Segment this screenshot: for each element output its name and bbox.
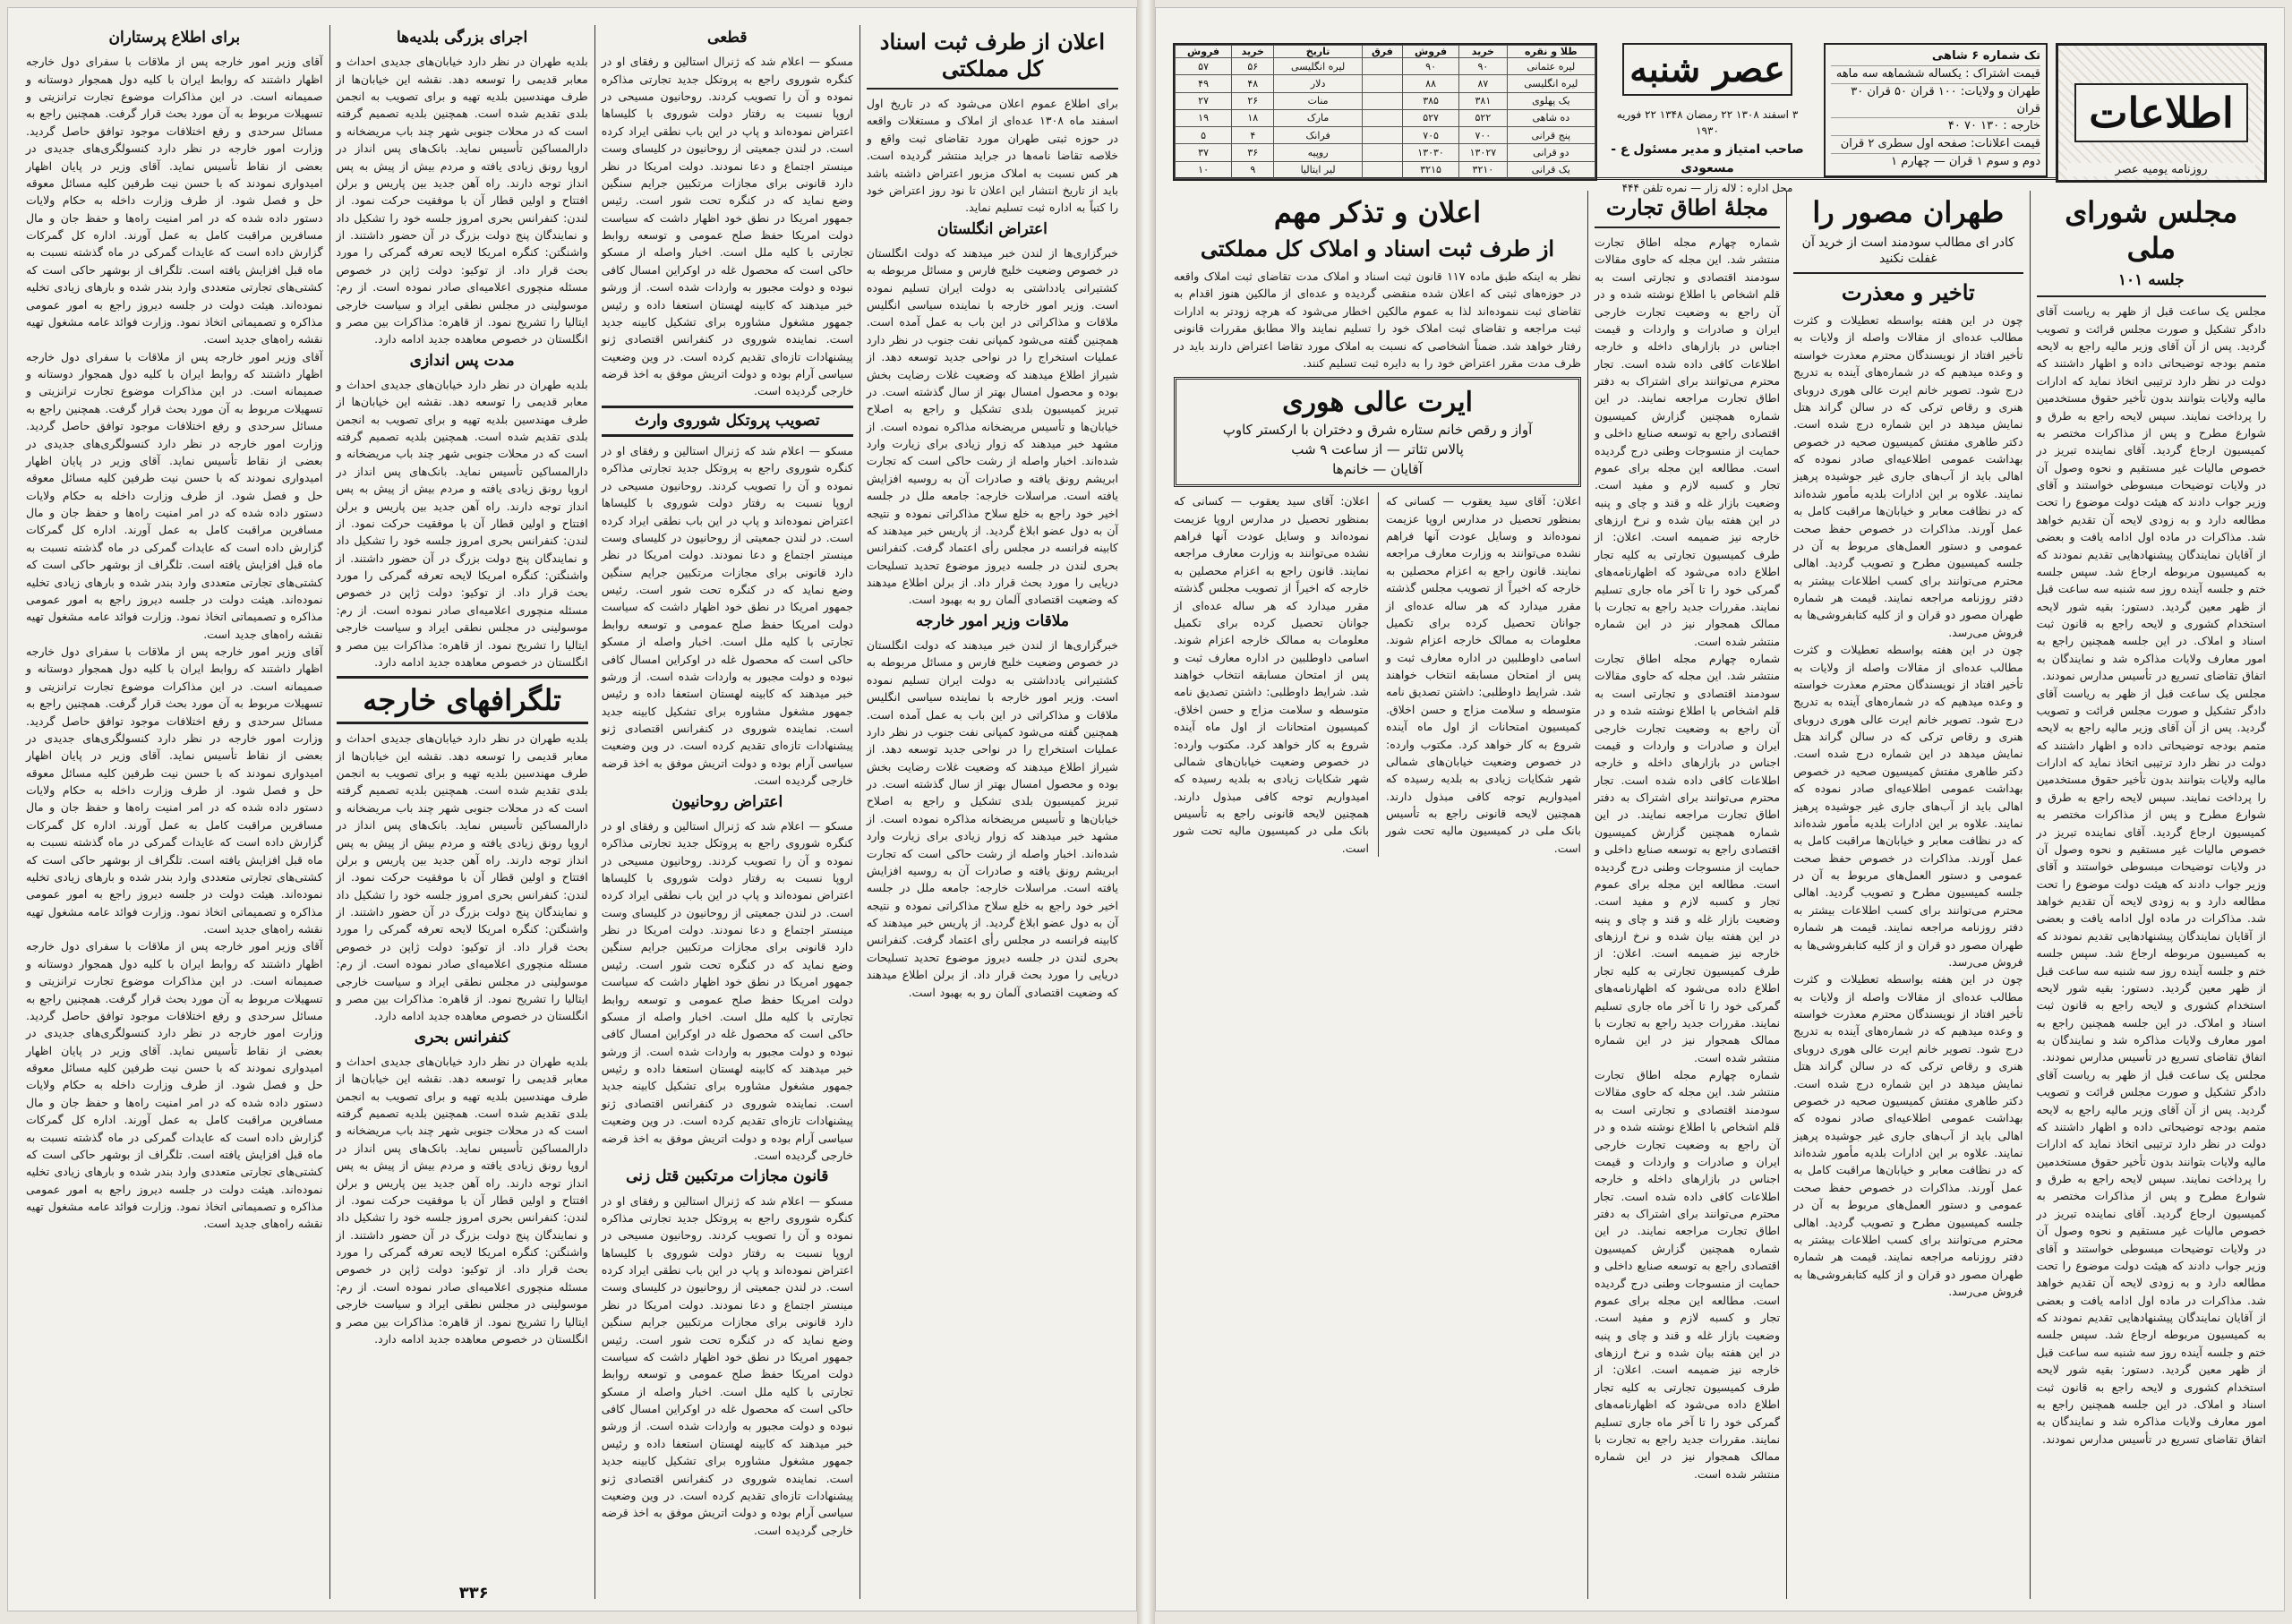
table-cell: فرانک <box>1274 127 1362 144</box>
front-columns <box>1167 191 2272 1599</box>
article-body: مسکو — اعلام شد که ژنرال استالین و رفقای او در کنگره شوروی راجع به پروتکل جدید تجارتی مذاکره نموده و آن را تصویب کردند. روحانیون مسیحی در اروپا نسبت به رفتار دولت شوروی با کلیساها اعتراض نموده‌اند و پاپ در این باب نطقی ایراد کرده است. در لندن جمعیتی از روحانیون در کلیسای وست مینستر اجتماع و دعا نمودند. دولت امریکا در نظر دارد قانونی برای مجازات مرتکبین جرایم سنگین وضع نماید که در کنگره تحت شور است. رئیس جمهور امریکا در نطق خود اظهار داشت که سیاست دولت امریکا حفظ صلح عمومی و توسعه روابط تجارتی با کلیه ملل است. اخبار واصله از مسکو حاکی است که محصول غله در اوکراین امسال کافی نبوده و دولت مجبور به واردات شده است. از ورشو خبر میدهند که کابینه لهستان استعفا داده و رئیس جمهور مشغول مشاوره برای تشکیل کابینه جدید است. نماینده شوروی در کنفرانس اقتصادی ژنو پیشنهادات تازه‌ای تقدیم کرده است. در وین وضعیت سیاسی آرام بوده و دولت اتریش موفق به اخذ قرضه خارجی گردیده است. <box>601 444 853 788</box>
table-cell: ۹۰ <box>1459 58 1508 75</box>
table-cell: دو قرانی <box>1507 144 1595 161</box>
notice-body: نظر به اینکه طبق ماده ۱۱۷ قانون ثبت اسناد و املاک مدت تقاضای ثبت املاک واقعه در حوزه‌های ثبتی که اعلان شده منقضی گردیده و عده‌ای از مالکین هنوز اقدام به تقاضای ثبت ننموده‌اند لذا به عموم مالکین اخطار می‌شود که هرچه زودتر به ادارات ثبت مراجعه و تقاضای ثبت املاک خود را تسلیم نمایند والا مطابق مقررات قانونی رفتار خواهد شد. ضمناً اشخاصی که نسبت به املاک مورد تقاضا اعتراض دارند باید در ظرف مدت مقرر اعتراض خود را به دایره ثبت تسلیم کنند. <box>1174 269 1581 370</box>
article-body-repeat: چون در این هفته بواسطه تعطیلات و کثرت مطالب عده‌ای از مقالات واصله از ولایات به تأخیر افتاد از نویسندگان محترم معذرت خواسته و وعده میدهیم که در شماره‌های آینده به تدریج درج شود. تصویر خانم ایرت عالی هوری دروبای هنری و رقاص ترکی که در سالن گراند هتل نمایش میدهد در این شماره درج شده است. دکتر طاهری مفتش کمیسیون صحیه در خصوص بهداشت عمومی اطلاعیه‌ای صادر نموده که اهالی باید از آب‌های جاری غیر جوشیده پرهیز نمایند. علاوه بر این ادارات بلدیه مأمور شده‌اند که در نظافت معابر و خیابان‌ها مراقبت کامل به عمل آورند. مذاکرات در خصوص حفظ صحت عمومی و دستور العمل‌های مربوط به آن در جلسه کمیسیون مطرح و تصویب گردید. اهالی محترم می‌توانند برای کسب اطلاعات بیشتر به دفتر روزنامه مراجعه نمایند. قیمت هر شماره طهران مصور دو قران و از کلیه کتابفروشی‌ها به فروش می‌رسد. <box>1793 972 2023 1298</box>
page-number: ۳۳۶ <box>458 1584 489 1603</box>
table-cell: ۱۹ <box>1176 109 1232 126</box>
table-cell: ۴ <box>1232 127 1274 144</box>
table-cell: پنج قرانی <box>1507 127 1595 144</box>
ad-title: ایرت عالی هوری <box>1282 387 1473 419</box>
article-body: اعلان: آقای سید یعقوب — کسانی که بمنظور تحصیل در مدارس اروپا عزیمت نموده‌اند و وسایل عودت آنها فراهم نشده می‌توانند به وزارت معارف مراجعه نمایند. قانون راجع به اعزام محصلین به خارجه که اخیراً از تصویب مجلس گذشته مقرر میدارد که هر ساله عده‌ای از جوانان تحصیل کرده برای تکمیل معلومات به ممالک خارجه اعزام شوند. اسامی داوطلبین در اداره معارف ثبت و پس از امتحان مسابقه انتخاب خواهند شد. شرایط داوطلبی: داشتن تصدیق نامه متوسطه و سلامت مزاج و حسن اخلاق. کمیسیون امتحانات از اول ماه آینده شروع به کار خواهد کرد. مکتوب وارده: در خصوص وضعیت خیابان‌های شمالی شهر شکایات زیادی به بلدیه رسیده که امیدواریم توجه کافی مبذول دارند. همچنین لایحه قانونی راجع به تأسیس بانک ملی در کمیسیون مالیه تحت شور است. <box>1174 494 1369 855</box>
column-chamber-commerce <box>1587 191 1786 1599</box>
table-cell <box>1362 109 1402 126</box>
table-cell <box>1362 92 1402 109</box>
article-body-repeat: شماره چهارم مجله اطاق تجارت منتشر شد. این مجله که حاوی مقالات سودمند اقتصادی و تجارتی است به قلم اشخاص با اطلاع نوشته شده و در آن راجع به وضعیت تجارت خارجی ایران و صادرات و واردات و قیمت اجناس در بازارهای داخله و خارجه اطلاعات کافی داده شده است. تجار محترم می‌توانند برای اشتراک به دفتر اطاق تجارت مراجعه نمایند. در این شماره همچنین گزارش کمیسیون اقتصادی راجع به توسعه صنایع داخلی و حمایت از منسوجات وطنی درج گردیده است. مطالعه این مجله برای عموم تجار و کسبه لازم و مفید است. وضعیت بازار غله و قند و چای و پنبه در این هفته بیان شده و نرخ ارزهای خارجه نیز ضمیمه است. اعلان: از طرف کمیسیون تجارتی به کلیه تجار اطلاع داده می‌شود که اظهارنامه‌های گمرکی خود را تا آخر ماه جاری تسلیم نمایند. مقررات جدید راجع به تجارت با ممالک همجوار نیز در این شماره منتشر شده است. <box>1594 1068 1781 1481</box>
article-body: خبرگزاری‌ها از لندن خبر میدهند که دولت انگلستان در خصوص وضعیت خلیج فارس و مسائل مربوطه به کشتیرانی یادداشتی به دولت ایران تسلیم نموده است. وزیر امور خارجه با نماینده سیاسی انگلیس ملاقات و مذاکراتی در این باب به عمل آمده است. همچنین گفته می‌شود کمپانی نفت جنوب در نظر دارد عملیات استخراج را در نواحی جدید توسعه دهد. از شیراز اطلاع میدهند که وضعیت غلات رضایت بخش بوده و محصول امسال بهتر از سال گذشته است. در تبریز کمیسیون بلدی تشکیل و راجع به اصلاح خیابان‌ها و تأسیس مریضخانه مذاکره نموده است. از مشهد خبر میدهند که زوار زیادی برای زیارت وارد شده‌اند. اخبار واصله از رشت حاکی است که تجارت ابریشم رونق یافته و صادرات آن به روسیه افزایش یافته است. مراسلات خارجه: جامعه ملل در جلسه اخیر خود راجع به خلع سلاح مذاکراتی نموده و نتیجه آن به دول عضو ابلاغ گردید. از پاریس خبر میدهند که کابینه فرانسه در مجلس رأی اعتماد گرفت. کنفرانس بحری لندن در جلسه دیروز موضوع تحدید تسلیحات دریایی را مورد بحث قرار داد. از برلن اطلاع میدهند که وضعیت اقتصادی آلمان رو به بهبود است. <box>866 638 1118 999</box>
table-cell <box>1362 127 1402 144</box>
info-line: دوم و سوم ۱ قران — چهارم ۱ <box>1891 155 2040 169</box>
table-row <box>1176 109 1595 126</box>
table-cell: ۵۲۷ <box>1403 109 1459 126</box>
column-tehran-mosavar <box>1786 191 2029 1599</box>
article-body: آقای وزیر امور خارجه پس از ملاقات با سفرای دول خارجه اظهار داشتند که روابط ایران با کلیه دول همجوار دوستانه و صمیمانه است. در این مذاکرات موضوع تجارت ترانزیتی و تسهیلات مربوط به آن مورد بحث قرار گرفت. همچنین راجع به مسائل سرحدی و رفع اختلافات موجود توافق حاصل گردید. وزارت امور خارجه در نظر دارد کنسولگری‌های جدیدی در بعضی از نقاط تأسیس نماید. آقای وزیر در پایان اظهار امیدواری نمودند که با حسن نیت طرفین کلیه مسائل معوقه حل و فصل شود. از طرف وزارت داخله به حکام ولایات دستور داده شده که در امر امنیت راه‌ها و حفظ جان و مال مسافرین مراقبت کامل به عمل آورند. اداره کل گمرکات گزارش داده است که عایدات گمرکی در ماه گذشته نسبت به ماه قبل افزایش یافته است. تلگراف از بوشهر حاکی است که کشتی‌های تجارتی متعددی وارد بندر شده و بارهای زیادی تخلیه نموده‌اند. هیئت دولت در جلسه دیروز راجع به امور عمومی مذاکره و تصمیماتی اتخاذ نمود. وزارت فوائد عامه مشغول تهیه نقشه راه‌های جدید است. <box>26 349 323 641</box>
headline-registration-notice: اعلان از طرف ثبت اسناد کل مملکتی <box>879 29 1106 81</box>
table-row <box>1176 75 1595 92</box>
table-cell: یک قرانی <box>1507 161 1595 178</box>
table-cell <box>1362 161 1402 178</box>
column-telegrams <box>329 25 594 1599</box>
article-body: اعلان: آقای سید یعقوب — کسانی که بمنظور تحصیل در مدارس اروپا عزیمت نموده‌اند و وسایل عودت آنها فراهم نشده می‌توانند به وزارت معارف مراجعه نمایند. قانون راجع به اعزام محصلین به خارجه که اخیراً از تصویب مجلس گذشته مقرر میدارد که هر ساله عده‌ای از جوانان تحصیل کرده برای تکمیل معلومات به ممالک خارجه اعزام شوند. اسامی داوطلبین در اداره معارف ثبت و پس از امتحان مسابقه انتخاب خواهند شد. شرایط داوطلبی: داشتن تصدیق نامه متوسطه و سلامت مزاج و حسن اخلاق. کمیسیون امتحانات از اول ماه آینده شروع به کار خواهد کرد. مکتوب وارده: در خصوص وضعیت خیابان‌های شمالی شهر شکایات زیادی به بلدیه رسیده که امیدواریم توجه کافی مبذول دارند. همچنین لایحه قانونی راجع به تأسیس بانک ملی در کمیسیون مالیه تحت شور است. <box>1378 492 1581 857</box>
subheadline: مدت پس اندازی <box>409 351 515 370</box>
info-line: قیمت اشتراک : یکساله ششماهه سه ماهه <box>1831 66 2040 84</box>
table-row <box>1176 161 1595 178</box>
table-row <box>1176 92 1595 109</box>
headline-tehran-mosavar: طهران مصور را <box>1812 195 2005 229</box>
article-body: چون در این هفته بواسطه تعطیلات و کثرت مطالب عده‌ای از مقالات واصله از ولایات به تأخیر افتاد از نویسندگان محترم معذرت خواسته و وعده میدهیم که در شماره‌های آینده به تدریج درج شود. تصویر خانم ایرت عالی هوری دروبای هنری و رقاص ترکی که در سالن گراند هتل نمایش میدهد در این شماره درج شده است. دکتر طاهری مفتش کمیسیون صحیه در خصوص بهداشت عمومی اطلاعیه‌ای صادر نموده که اهالی باید از آب‌های جاری غیر جوشیده پرهیز نمایند. علاوه بر این ادارات بلدیه مأمور شده‌اند که در نظافت معابر و خیابان‌ها مراقبت کامل به عمل آورند. مذاکرات در خصوص حفظ صحت عمومی و دستور العمل‌های مربوط به آن در جلسه کمیسیون مطرح و تصویب گردید. اهالی محترم می‌توانند برای کسب اطلاعات بیشتر به دفتر روزنامه مراجعه نمایند. قیمت هر شماره طهران مصور دو قران و از کلیه کتابفروشی‌ها به فروش می‌رسد. <box>1793 313 2023 639</box>
column-foreign-news <box>594 25 860 1599</box>
table-cell: ۱۸ <box>1232 109 1274 126</box>
article-body-repeat: مجلس یک ساعت قبل از ظهر به ریاست آقای دادگر تشکیل و صورت مجلس قرائت و تصویب گردید. پس از آن آقای وزیر مالیه راجع به لایحه متمم بودجه توضیحاتی داده و اظهار داشتند که دولت در نظر دارد ترتیبی اتخاذ نماید که ادارات مالیه ولایات بتوانند بدون تأخیر حقوق مستخدمین را پرداخت نمایند. سپس لایحه راجع به طرق و شوارع مطرح و پس از مذاکرات مختصر به کمیسیون ارجاع گردید. آقای نماینده تبریز در خصوص مالیات غیر مستقیم و نحوه وصول آن در ولایات توضیحات مبسوطی خواستند و آقای وزیر جواب دادند که هیئت دولت موضوع را تحت مطالعه دارد و به زودی لایحه آن تقدیم خواهد شد. مذاکرات در ماده اول ادامه یافت و بعضی از آقایان نمایندگان پیشنهادهایی تقدیم نمودند که به کمیسیون مربوطه ارجاع شد. سپس جلسه ختم و جلسه آینده روز سه شنبه سه ساعت قبل از ظهر معین گردید. دستور: بقیه شور لایحه استخدام کشوری و لایحه راجع به قانون ثبت اسناد و املاک. در این جلسه همچنین راجع به امور معارف ولایات مذاکره شد و نمایندگان به اتفاق تقاضای تسریع در تأسیس مدارس نمودند. <box>2036 1067 2266 1446</box>
table-cell: لیر ایتالیا <box>1274 161 1362 178</box>
table-cell: ۷۰۰ <box>1459 127 1508 144</box>
table-row <box>1176 144 1595 161</box>
inner-page <box>7 7 1137 1611</box>
logo-subtitle: روزنامه یومیه عصر <box>2067 163 2255 176</box>
subheadline: اعتراض روحانیون <box>671 792 783 811</box>
table-header: خرید <box>1459 46 1508 58</box>
table-row <box>1176 127 1595 144</box>
table-cell: ۹۰ <box>1403 58 1459 75</box>
table-cell: لیره انگلیسی <box>1274 58 1362 75</box>
publisher: صاحب امتیاز و مدیر مسئول ع - مسعودی <box>1611 142 1804 175</box>
subheadline: کنفرانس بحری <box>414 1028 510 1047</box>
article-body: مسکو — اعلام شد که ژنرال استالین و رفقای او در کنگره شوروی راجع به پروتکل جدید تجارتی مذاکره نموده و آن را تصویب کردند. روحانیون مسیحی در اروپا نسبت به رفتار دولت شوروی با کلیساها اعتراض نموده‌اند و پاپ در این باب نطقی ایراد کرده است. در لندن جمعیتی از روحانیون در کلیسای وست مینستر اجتماع و دعا نمودند. دولت امریکا در نظر دارد قانونی برای مجازات مرتکبین جرایم سنگین وضع نماید که در کنگره تحت شور است. رئیس جمهور امریکا در نطق خود اظهار داشت که سیاست دولت امریکا حفظ صلح عمومی و توسعه روابط تجارتی با کلیه ملل است. اخبار واصله از مسکو حاکی است که محصول غله در اوکراین امسال کافی نبوده و دولت مجبور به واردات شده است. از ورشو خبر میدهند که کابینه لهستان استعفا داده و رئیس جمهور مشغول مشاوره برای تشکیل کابینه جدید است. نماینده شوروی در کنفرانس اقتصادی ژنو پیشنهادات تازه‌ای تقدیم کرده است. در وین وضعیت سیاسی آرام بوده و دولت اتریش موفق به اخذ قرضه خارجی گردیده است. <box>601 1193 853 1537</box>
ad-tagline: کادر ای مطالب سودمند است از خرید آن غفلت نکنید <box>1801 235 2014 266</box>
article-body: بلدیه طهران در نظر دارد خیابان‌های جدیدی احداث و معابر قدیمی را توسعه دهد. نقشه این خیابان‌ها از طرف مهندسین بلدیه تهیه و برای تصویب به انجمن بلدی تقدیم شده است. همچنین بلدیه تصمیم گرفته است که در محلات جنوبی شهر چند باب مریضخانه و دارالمساکین تأسیس نماید. بانک‌های پس انداز در اروپا رونق زیادی یافته و مردم بیش از پیش به پس انداز توجه دارند. راه آهن جدید بین پاریس و برلن افتتاح و اولین قطار آن با موفقیت حرکت نمود. از لندن: کنفرانس بحری امروز جلسه خود را تشکیل داد و نمایندگان پنج دولت بزرگ در آن حضور داشتند. از واشنگتن: کنگره امریکا لایحه تعرفه گمرکی را مورد بحث قرار داد. از توکیو: دولت ژاپن در خصوص مسئله منچوری اعلامیه‌ای صادر نموده است. از رم: موسولینی در مجلس نطقی ایراد و سیاست خارجی ایتالیا را تشریح نمود. از قاهره: مذاکرات بین مصر و انگلستان در خصوص معاهده جدید ادامه دارد. <box>336 377 588 669</box>
article-body: آقای وزیر امور خارجه پس از ملاقات با سفرای دول خارجه اظهار داشتند که روابط ایران با کلیه دول همجوار دوستانه و صمیمانه است. در این مذاکرات موضوع تجارت ترانزیتی و تسهیلات مربوط به آن مورد بحث قرار گرفت. همچنین راجع به مسائل سرحدی و رفع اختلافات موجود توافق حاصل گردید. وزارت امور خارجه در نظر دارد کنسولگری‌های جدیدی در بعضی از نقاط تأسیس نماید. آقای وزیر در پایان اظهار امیدواری نمودند که با حسن نیت طرفین کلیه مسائل معوقه حل و فصل شود. از طرف وزارت داخله به حکام ولایات دستور داده شده که در امر امنیت راه‌ها و حفظ جان و مال مسافرین مراقبت کامل به عمل آورند. اداره کل گمرکات گزارش داده است که عایدات گمرکی در ماه گذشته نسبت به ماه قبل افزایش یافته است. تلگراف از بوشهر حاکی است که کشتی‌های تجارتی متعددی وارد بندر شده و بارهای زیادی تخلیه نموده‌اند. هیئت دولت در جلسه دیروز راجع به امور عمومی مذاکره و تصمیماتی اتخاذ نمود. وزارت فوائد عامه مشغول تهیه نقشه راه‌های جدید است. <box>26 645 323 936</box>
table-header: فروش <box>1403 46 1459 58</box>
article-body: بلدیه طهران در نظر دارد خیابان‌های جدیدی احداث و معابر قدیمی را توسعه دهد. نقشه این خیابان‌ها از طرف مهندسین بلدیه تهیه و برای تصویب به انجمن بلدی تقدیم شده است. همچنین بلدیه تصمیم گرفته است که در محلات جنوبی شهر چند باب مریضخانه و دارالمساکین تأسیس نماید. بانک‌های پس انداز در اروپا رونق زیادی یافته و مردم بیش از پیش به پس انداز توجه دارند. راه آهن جدید بین پاریس و برلن افتتاح و اولین قطار آن با موفقیت حرکت نمود. از لندن: کنفرانس بحری امروز جلسه خود را تشکیل داد و نمایندگان پنج دولت بزرگ در آن حضور داشتند. از واشنگتن: کنگره امریکا لایحه تعرفه گمرکی را مورد بحث قرار داد. از توکیو: دولت ژاپن در خصوص مسئله منچوری اعلامیه‌ای صادر نموده است. از رم: موسولینی در مجلس نطقی ایراد و سیاست خارجی ایتالیا را تشریح نمود. از قاهره: مذاکرات بین مصر و انگلستان در خصوص معاهده جدید ادامه دارد. <box>336 1054 588 1346</box>
issue-date: ۳ اسفند ۱۳۰۸ ۲۲ رمضان ۱۳۴۸ ۲۲ فوریه ۱۹۳۰ <box>1616 108 1799 137</box>
article-body: آقای وزیر امور خارجه پس از ملاقات با سفرای دول خارجه اظهار داشتند که روابط ایران با کلیه دول همجوار دوستانه و صمیمانه است. در این مذاکرات موضوع تجارت ترانزیتی و تسهیلات مربوط به آن مورد بحث قرار گرفت. همچنین راجع به مسائل سرحدی و رفع اختلافات موجود توافق حاصل گردید. وزارت امور خارجه در نظر دارد کنسولگری‌های جدیدی در بعضی از نقاط تأسیس نماید. آقای وزیر در پایان اظهار امیدواری نمودند که با حسن نیت طرفین کلیه مسائل معوقه حل و فصل شود. از طرف وزارت داخله به حکام ولایات دستور داده شده که در امر امنیت راه‌ها و حفظ جان و مال مسافرین مراقبت کامل به عمل آورند. اداره کل گمرکات گزارش داده است که عایدات گمرکی در ماه گذشته نسبت به ماه قبل افزایش یافته است. تلگراف از بوشهر حاکی است که کشتی‌های تجارتی متعددی وارد بندر شده و بارهای زیادی تخلیه نموده‌اند. هیئت دولت در جلسه دیروز راجع به امور عمومی مذاکره و تصمیماتی اتخاذ نمود. وزارت فوائد عامه مشغول تهیه نقشه راه‌های جدید است. <box>26 55 323 346</box>
table-header: خرید <box>1232 46 1274 58</box>
article-body-repeat: شماره چهارم مجله اطاق تجارت منتشر شد. این مجله که حاوی مقالات سودمند اقتصادی و تجارتی است به قلم اشخاص با اطلاع نوشته شده و در آن راجع به وضعیت تجارت خارجی ایران و صادرات و واردات و قیمت اجناس در بازارهای داخله و خارجه اطلاعات کافی داده شده است. تجار محترم می‌توانند برای اشتراک به دفتر اطاق تجارت مراجعه نمایند. در این شماره همچنین گزارش کمیسیون اقتصادی راجع به توسعه صنایع داخلی و حمایت از منسوجات وطنی درج گردیده است. مطالعه این مجله برای عموم تجار و کسبه لازم و مفید است. وضعیت بازار غله و قند و چای و پنبه در این هفته بیان شده و نرخ ارزهای خارجه نیز ضمیمه است. اعلان: از طرف کمیسیون تجارتی به کلیه تجار اطلاع داده می‌شود که اظهارنامه‌های گمرکی خود را تا آخر ماه جاری تسلیم نمایند. مقررات جدید راجع به تجارت با ممالک همجوار نیز در این شماره منتشر شده است. <box>1594 652 1781 1064</box>
table-cell: ۳۲۱۰ <box>1459 161 1508 178</box>
article-body: برای اطلاع عموم اعلان می‌شود که در تاریخ اول اسفند ماه ۱۳۰۸ عده‌ای از املاک و مستغلات واقعه در حوزه ثبتی طهران مورد تقاضای ثبت واقع و خلاصه تقاضا نامه‌ها در جراید منتشر گردیده است. هر کس نسبت به املاک مزبور اعتراض داشته باشد باید از تاریخ انتشار این اعلان تا نود روز اعتراض خود را کتباً به اداره ثبت تسلیم نماید. <box>866 97 1118 215</box>
headline-short: قطعی <box>707 29 748 47</box>
divider <box>1793 272 2023 274</box>
inner-columns <box>20 25 1125 1599</box>
table-cell <box>1362 144 1402 161</box>
table-cell: ۱۳۰۳۰ <box>1403 144 1459 161</box>
ad-audience: آقایان — خانم‌ها <box>1332 461 1423 478</box>
article-body: بلدیه طهران در نظر دارد خیابان‌های جدیدی احداث و معابر قدیمی را توسعه دهد. نقشه این خیابان‌ها از طرف مهندسین بلدیه تهیه و برای تصویب به انجمن بلدی تقدیم شده است. همچنین بلدیه تصمیم گرفته است که در محلات جنوبی شهر چند باب مریضخانه و دارالمساکین تأسیس نماید. بانک‌های پس انداز در اروپا رونق زیادی یافته و مردم بیش از پیش به پس انداز توجه دارند. راه آهن جدید بین پاریس و برلن افتتاح و اولین قطار آن با موفقیت حرکت نمود. از لندن: کنفرانس بحری امروز جلسه خود را تشکیل داد و نمایندگان پنج دولت بزرگ در آن حضور داشتند. از واشنگتن: کنگره امریکا لایحه تعرفه گمرکی را مورد بحث قرار داد. از توکیو: دولت ژاپن در خصوص مسئله منچوری اعلامیه‌ای صادر نموده است. از رم: موسولینی در مجلس نطقی ایراد و سیاست خارجی ایتالیا را تشریح نمود. از قاهره: مذاکرات بین مصر و انگلستان در خصوص معاهده جدید ادامه دارد. <box>336 731 588 1023</box>
table-header: فروش <box>1176 46 1232 58</box>
masthead <box>1173 43 2267 194</box>
table-cell: ۸۸ <box>1403 75 1459 92</box>
table-cell: ۵۷ <box>1176 58 1232 75</box>
page-gutter <box>1137 0 1155 1624</box>
article-body-repeat: مجلس یک ساعت قبل از ظهر به ریاست آقای دادگر تشکیل و صورت مجلس قرائت و تصویب گردید. پس از آن آقای وزیر مالیه راجع به لایحه متمم بودجه توضیحاتی داده و اظهار داشتند که دولت در نظر دارد ترتیبی اتخاذ نماید که ادارات مالیه ولایات بتوانند بدون تأخیر حقوق مستخدمین را پرداخت نمایند. سپس لایحه راجع به طرق و شوارع مطرح و پس از مذاکرات مختصر به کمیسیون ارجاع گردید. آقای نماینده تبریز در خصوص مالیات غیر مستقیم و نحوه وصول آن در ولایات توضیحات مبسوطی خواستند و آقای وزیر جواب دادند که هیئت دولت موضوع را تحت مطالعه دارد و به زودی لایحه آن تقدیم خواهد شد. مذاکرات در ماده اول ادامه یافت و بعضی از آقایان نمایندگان پیشنهادهایی تقدیم نمودند که به کمیسیون مربوطه ارجاع شد. سپس جلسه ختم و جلسه آینده روز سه شنبه سه ساعت قبل از ظهر معین گردید. دستور: بقیه شور لایحه استخدام کشوری و لایحه راجع به قانون ثبت اسناد و املاک. در این جلسه همچنین راجع به امور معارف ولایات مذاکره شد و نمایندگان به اتفاق تقاضای تسریع در تأسیس مدارس نمودند. <box>2036 686 2266 1064</box>
logo-title: اطلاعات <box>2074 83 2248 142</box>
notice-subcolumns <box>1174 492 1581 857</box>
table-cell: ۱۳۰۲۷ <box>1459 144 1508 161</box>
table-cell: ۳۷ <box>1176 144 1232 161</box>
table-cell: ۴۸ <box>1232 75 1274 92</box>
info-line: خارجه : ۱۳۰ ۷۰ ۴۰ <box>1831 118 2040 136</box>
headline-registration: از طرف ثبت اسناد و املاک کل مملکتی <box>1200 235 1555 261</box>
front-page <box>1155 7 2285 1611</box>
article-body: بلدیه طهران در نظر دارد خیابان‌های جدیدی احداث و معابر قدیمی را توسعه دهد. نقشه این خیابان‌ها از طرف مهندسین بلدیه تهیه و برای تصویب به انجمن بلدی تقدیم شده است. همچنین بلدیه تصمیم گرفته است که در محلات جنوبی شهر چند باب مریضخانه و دارالمساکین تأسیس نماید. بانک‌های پس انداز در اروپا رونق زیادی یافته و مردم بیش از پیش به پس انداز توجه دارند. راه آهن جدید بین پاریس و برلن افتتاح و اولین قطار آن با موفقیت حرکت نمود. از لندن: کنفرانس بحری امروز جلسه خود را تشکیل داد و نمایندگان پنج دولت بزرگ در آن حضور داشتند. از واشنگتن: کنگره امریکا لایحه تعرفه گمرکی را مورد بحث قرار داد. از توکیو: دولت ژاپن در خصوص مسئله منچوری اعلامیه‌ای صادر نموده است. از رم: موسولینی در مجلس نطقی ایراد و سیاست خارجی ایتالیا را تشریح نمود. از قاهره: مذاکرات بین مصر و انگلستان در خصوص معاهده جدید ادامه دارد. <box>336 55 588 346</box>
theater-ad <box>1174 377 1581 487</box>
ad-subtitle: آواز و رقص خانم ستاره شرق و دختران با ارکستر کاوپ <box>1222 422 1533 439</box>
office-address: محل اداره : لاله زار — نمره تلفن ۴۴۴ <box>1621 182 1793 194</box>
table-cell: ۷۰۵ <box>1403 127 1459 144</box>
table-header: فرق <box>1362 46 1402 58</box>
rates-table <box>1175 45 1595 179</box>
column-parliament <box>2030 191 2272 1599</box>
subheadline: ملاقات وزیر امور خارجه <box>915 611 1070 630</box>
table-cell: ۸۷ <box>1459 75 1508 92</box>
table-cell: منات <box>1274 92 1362 109</box>
article-body: مسکو — اعلام شد که ژنرال استالین و رفقای او در کنگره شوروی راجع به پروتکل جدید تجارتی مذاکره نموده و آن را تصویب کردند. روحانیون مسیحی در اروپا نسبت به رفتار دولت شوروی با کلیساها اعتراض نموده‌اند و پاپ در این باب نطقی ایراد کرده است. در لندن جمعیتی از روحانیون در کلیسای وست مینستر اجتماع و دعا نمودند. دولت امریکا در نظر دارد قانونی برای مجازات مرتکبین جرایم سنگین وضع نماید که در کنگره تحت شور است. رئیس جمهور امریکا در نطق خود اظهار داشت که سیاست دولت امریکا حفظ صلح عمومی و توسعه روابط تجارتی با کلیه ملل است. اخبار واصله از مسکو حاکی است که محصول غله در اوکراین امسال کافی نبوده و دولت مجبور به واردات شده است. از ورشو خبر میدهند که کابینه لهستان استعفا داده و رئیس جمهور مشغول مشاوره برای تشکیل کابینه جدید است. نماینده شوروی در کنفرانس اقتصادی ژنو پیشنهادات تازه‌ای تقدیم کرده است. در وین وضعیت سیاسی آرام بوده و دولت اتریش موفق به اخذ قرضه خارجی گردیده است. <box>601 55 853 398</box>
table-cell: ۵۶ <box>1232 58 1274 75</box>
table-cell: روپیه <box>1274 144 1362 161</box>
table-cell: لیره عثمانی <box>1507 58 1595 75</box>
newspaper-logo <box>2056 43 2267 183</box>
ad-venue: پالاس تئاتر — از ساعت ۹ شب <box>1291 441 1464 458</box>
article-body: آقای وزیر امور خارجه پس از ملاقات با سفرای دول خارجه اظهار داشتند که روابط ایران با کلیه دول همجوار دوستانه و صمیمانه است. در این مذاکرات موضوع تجارت ترانزیتی و تسهیلات مربوط به آن مورد بحث قرار گرفت. همچنین راجع به مسائل سرحدی و رفع اختلافات موجود توافق حاصل گردید. وزارت امور خارجه در نظر دارد کنسولگری‌های جدیدی در بعضی از نقاط تأسیس نماید. آقای وزیر در پایان اظهار امیدواری نمودند که با حسن نیت طرفین کلیه مسائل معوقه حل و فصل شود. از طرف وزارت داخله به حکام ولایات دستور داده شده که در امر امنیت راه‌ها و حفظ جان و مال مسافرین مراقبت کامل به عمل آورند. اداره کل گمرکات گزارش داده است که عایدات گمرکی در ماه گذشته نسبت به ماه قبل افزایش یافته است. تلگراف از بوشهر حاکی است که کشتی‌های تجارتی متعددی وارد بندر شده و بارهای زیادی تخلیه نموده‌اند. هیئت دولت در جلسه دیروز راجع به امور عمومی مذاکره و تصمیماتی اتخاذ نمود. وزارت فوائد عامه مشغول تهیه نقشه راه‌های جدید است. <box>26 939 323 1231</box>
session-number: جلسه ۱۰۱ <box>2117 271 2185 289</box>
article-body: خبرگزاری‌ها از لندن خبر میدهند که دولت انگلستان در خصوص وضعیت خلیج فارس و مسائل مربوطه به کشتیرانی یادداشتی به دولت ایران تسلیم نموده است. وزیر امور خارجه با نماینده سیاسی انگلیس ملاقات و مذاکراتی در این باب به عمل آمده است. همچنین گفته می‌شود کمپانی نفت جنوب در نظر دارد عملیات استخراج را در نواحی جدید توسعه دهد. از شیراز اطلاع میدهند که وضعیت غلات رضایت بخش بوده و محصول امسال بهتر از سال گذشته است. در تبریز کمیسیون بلدی تشکیل و راجع به اصلاح خیابان‌ها و تأسیس مریضخانه مذاکره نموده است. از مشهد خبر میدهند که زوار زیادی برای زیارت وارد شده‌اند. اخبار واصله از رشت حاکی است که تجارت ابریشم رونق یافته و صادرات آن به روسیه افزایش یافته است. مراسلات خارجه: جامعه ملل در جلسه اخیر خود راجع به خلع سلاح مذاکراتی نموده و نتیجه آن به دول عضو ابلاغ گردید. از پاریس خبر میدهند که کابینه فرانسه در مجلس رأی اعتماد گرفت. کنفرانس بحری لندن در جلسه دیروز موضوع تحدید تسلیحات دریایی را مورد بحث قرار داد. از برلن اطلاع میدهند که وضعیت اقتصادی آلمان رو به بهبود است. <box>866 245 1118 607</box>
article-body: مجلس یک ساعت قبل از ظهر به ریاست آقای دادگر تشکیل و صورت مجلس قرائت و تصویب گردید. پس از آن آقای وزیر مالیه راجع به لایحه متمم بودجه توضیحاتی داده و اظهار داشتند که دولت در نظر دارد ترتیبی اتخاذ نماید که ادارات مالیه ولایات بتوانند بدون تأخیر حقوق مستخدمین را پرداخت نمایند. سپس لایحه راجع به طرق و شوارع مطرح و پس از مذاکرات مختصر به کمیسیون ارجاع گردید. آقای نماینده تبریز در خصوص مالیات غیر مستقیم و نحوه وصول آن در ولایات توضیحات مبسوطی خواستند و آقای وزیر جواب دادند که هیئت دولت موضوع را تحت مطالعه دارد و به زودی لایحه آن تقدیم خواهد شد. مذاکرات در ماده اول ادامه یافت و بعضی از آقایان نمایندگان پیشنهادهایی تقدیم نمودند که به کمیسیون مربوطه ارجاع شد. سپس جلسه ختم و جلسه آینده روز سه شنبه سه ساعت قبل از ظهر معین گردید. دستور: بقیه شور لایحه استخدام کشوری و لایحه راجع به قانون ثبت اسناد و املاک. در این جلسه همچنین راجع به امور معارف ولایات مذاکره شد و نمایندگان به اتفاق تقاضای تسریع در تأسیس مدارس نمودند. <box>2036 304 2266 683</box>
info-line: قیمت اعلانات: صفحه اول سطری ۲ قران <box>1831 136 2040 154</box>
table-cell: ۲۶ <box>1232 92 1274 109</box>
table-cell: ده شاهی <box>1507 109 1595 126</box>
divider <box>867 88 1118 90</box>
headline-apology: تاخیر و معذرت <box>1841 279 1975 305</box>
headline-chamber-commerce: مجلهٔ اطاق تجارت <box>1605 194 1769 220</box>
subscription-info <box>1824 43 2048 177</box>
divider <box>1595 227 1780 228</box>
table-cell: ۳۸۵ <box>1403 92 1459 109</box>
column-announcements <box>860 25 1125 1599</box>
column-registration-notice <box>1167 191 1587 1599</box>
table-cell: ۵ <box>1176 127 1232 144</box>
table-cell: مارک <box>1274 109 1362 126</box>
table-cell: یک پهلوی <box>1507 92 1595 109</box>
headline-foreign-telegrams: تلگرافهای خارجه <box>337 676 588 724</box>
subheadline: اعتراض انگلستان <box>936 219 1048 238</box>
article-body: مسکو — اعلام شد که ژنرال استالین و رفقای او در کنگره شوروی راجع به پروتکل جدید تجارتی مذاکره نموده و آن را تصویب کردند. روحانیون مسیحی در اروپا نسبت به رفتار دولت شوروی با کلیساها اعتراض نموده‌اند و پاپ در این باب نطقی ایراد کرده است. در لندن جمعیتی از روحانیون در کلیسای وست مینستر اجتماع و دعا نمودند. دولت امریکا در نظر دارد قانونی برای مجازات مرتکبین جرایم سنگین وضع نماید که در کنگره تحت شور است. رئیس جمهور امریکا در نطق خود اظهار داشت که سیاست دولت امریکا حفظ صلح عمومی و توسعه روابط تجارتی با کلیه ملل است. اخبار واصله از مسکو حاکی است که محصول غله در اوکراین امسال کافی نبوده و دولت مجبور به واردات شده است. از ورشو خبر میدهند که کابینه لهستان استعفا داده و رئیس جمهور مشغول مشاوره برای تشکیل کابینه جدید است. نماینده شوروی در کنفرانس اقتصادی ژنو پیشنهادات تازه‌ای تقدیم کرده است. در وین وضعیت سیاسی آرام بوده و دولت اتریش موفق به اخذ قرضه خارجی گردیده است. <box>601 818 853 1162</box>
table-cell: ۴۹ <box>1176 75 1232 92</box>
table-cell <box>1362 58 1402 75</box>
table-row <box>1176 58 1595 75</box>
issue-day: عصر شنبه <box>1622 43 1792 96</box>
article-body: شماره چهارم مجله اطاق تجارت منتشر شد. این مجله که حاوی مقالات سودمند اقتصادی و تجارتی است به قلم اشخاص با اطلاع نوشته شده و در آن راجع به وضعیت تجارت خارجی ایران و صادرات و واردات و قیمت اجناس در بازارهای داخله و خارجه اطلاعات کافی داده شده است. تجار محترم می‌توانند برای اشتراک به دفتر اطاق تجارت مراجعه نمایند. در این شماره همچنین گزارش کمیسیون اقتصادی راجع به توسعه صنایع داخلی و حمایت از منسوجات وطنی درج گردیده است. مطالعه این مجله برای عموم تجار و کسبه لازم و مفید است. وضعیت بازار غله و قند و چای و پنبه در این هفته بیان شده و نرخ ارزهای خارجه نیز ضمیمه است. اعلان: از طرف کمیسیون تجارتی به کلیه تجار اطلاع داده می‌شود که اظهارنامه‌های گمرکی خود را تا آخر ماه جاری تسلیم نمایند. مقررات جدید راجع به تجارت با ممالک همجوار نیز در این شماره منتشر شده است. <box>1594 235 1781 648</box>
headline-nurses: برای اطلاع پرستاران <box>108 29 241 47</box>
table-cell: ۳۲۱۵ <box>1403 161 1459 178</box>
issue-date-box <box>1604 43 1810 194</box>
column-domestic <box>20 25 329 1599</box>
table-cell: ۳۸۱ <box>1459 92 1508 109</box>
table-cell: ۱۰ <box>1176 161 1232 178</box>
exchange-rate-table <box>1173 43 1597 181</box>
info-line: تک شماره ۶ شاهی <box>1831 48 2040 66</box>
subheadline: قانون مجازات مرتکبین قتل زنی <box>626 1167 829 1186</box>
info-line: طهران و ولایات: ۱۰۰ قران ۵۰ قران ۳۰ قران <box>1831 84 2040 119</box>
table-cell: دلار <box>1274 75 1362 92</box>
table-cell <box>1362 75 1402 92</box>
headline-parliament: مجلس شورای ملی <box>2065 195 2238 265</box>
table-header: تاریخ <box>1274 46 1362 58</box>
table-cell: ۲۷ <box>1176 92 1232 109</box>
subheadline: تصویب پروتکل شوروی وارث <box>602 406 853 437</box>
table-header: طلا و نقره <box>1507 46 1595 58</box>
table-cell: لیره انگلیسی <box>1507 75 1595 92</box>
headline-municipalities: اجرای بزرگی بلدیه‌ها <box>396 29 528 47</box>
divider <box>2037 295 2266 297</box>
headline-important-notice: اعلان و تذکر مهم <box>1273 195 1482 229</box>
article-body-repeat: چون در این هفته بواسطه تعطیلات و کثرت مطالب عده‌ای از مقالات واصله از ولایات به تأخیر افتاد از نویسندگان محترم معذرت خواسته و وعده میدهیم که در شماره‌های آینده به تدریج درج شود. تصویر خانم ایرت عالی هوری دروبای هنری و رقاص ترکی که در سالن گراند هتل نمایش میدهد در این شماره درج شده است. دکتر طاهری مفتش کمیسیون صحیه در خصوص بهداشت عمومی اطلاعیه‌ای صادر نموده که اهالی باید از آب‌های جاری غیر جوشیده پرهیز نمایند. علاوه بر این ادارات بلدیه مأمور شده‌اند که در نظافت معابر و خیابان‌ها مراقبت کامل به عمل آورند. مذاکرات در خصوص حفظ صحت عمومی و دستور العمل‌های مربوط به آن در جلسه کمیسیون مطرح و تصویب گردید. اهالی محترم می‌توانند برای کسب اطلاعات بیشتر به دفتر روزنامه مراجعه نمایند. قیمت هر شماره طهران مصور دو قران و از کلیه کتابفروشی‌ها به فروش می‌رسد. <box>1793 643 2023 969</box>
table-cell: ۹ <box>1232 161 1274 178</box>
table-cell: ۵۲۲ <box>1459 109 1508 126</box>
table-cell: ۳۶ <box>1232 144 1274 161</box>
